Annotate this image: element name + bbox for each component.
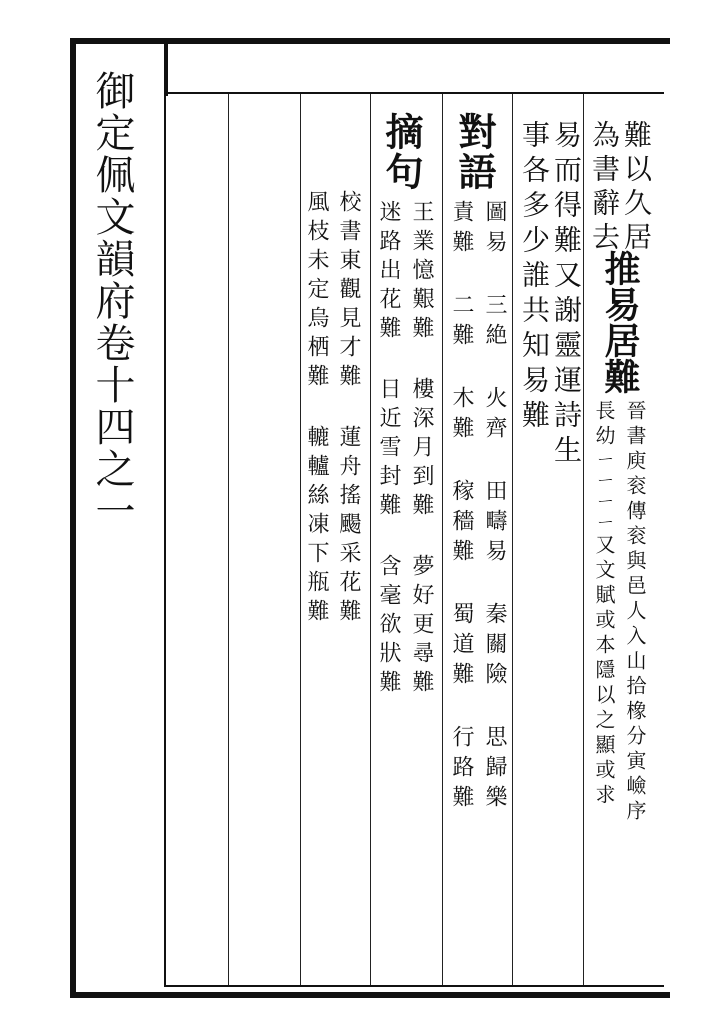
column-rule xyxy=(442,94,443,985)
col1-line-b: 為書辭去 xyxy=(588,120,621,256)
column-rule xyxy=(370,94,371,985)
col2-text: 易而得難又謝靈運詩生 xyxy=(550,120,583,470)
duiyu-line2: 責難 二難 木難 稼穡難 蜀道難 行路難 xyxy=(449,200,474,815)
col1-heading: 推易居難 xyxy=(599,250,641,394)
duiyu-line1: 圖易 三絶 火齊 田疇易 秦關險 思歸樂 xyxy=(482,200,507,815)
column-rule xyxy=(300,94,301,985)
column-rule xyxy=(512,94,513,985)
zhaiju-line1: 王業憶艱難 樓深月到難 夢好更尋難 xyxy=(409,200,434,699)
col6-line1: 校書東觀見才難 蓮舟搖颺采花難 xyxy=(336,190,361,628)
frame-notch xyxy=(158,38,168,96)
col6-line2: 風枝未定烏栖難 轆轤絲凍下瓶難 xyxy=(304,190,329,628)
col3-text: 事各多少誰共知易難 xyxy=(518,120,551,435)
col1-note-b: 長幼ㄧㄧㄧㄧ又文賦或本隱以之顯或求 xyxy=(592,400,616,809)
section-heading-duiyu: 對語 xyxy=(452,112,497,192)
column-rule xyxy=(228,94,229,985)
column-rule xyxy=(583,94,584,985)
section-heading-zhaiju: 摘句 xyxy=(379,112,424,192)
zhaiju-line2: 迷路出花難 日近雪封難 含毫欲狀難 xyxy=(376,200,401,699)
col1-line-a: 難以久居 xyxy=(620,120,653,256)
col1-note-a: 晉書庾衮傳衮與邑人入山拾橡分寅嶮序 xyxy=(623,400,647,825)
book-title: 御定佩文韻府卷十四之一 xyxy=(89,70,135,532)
